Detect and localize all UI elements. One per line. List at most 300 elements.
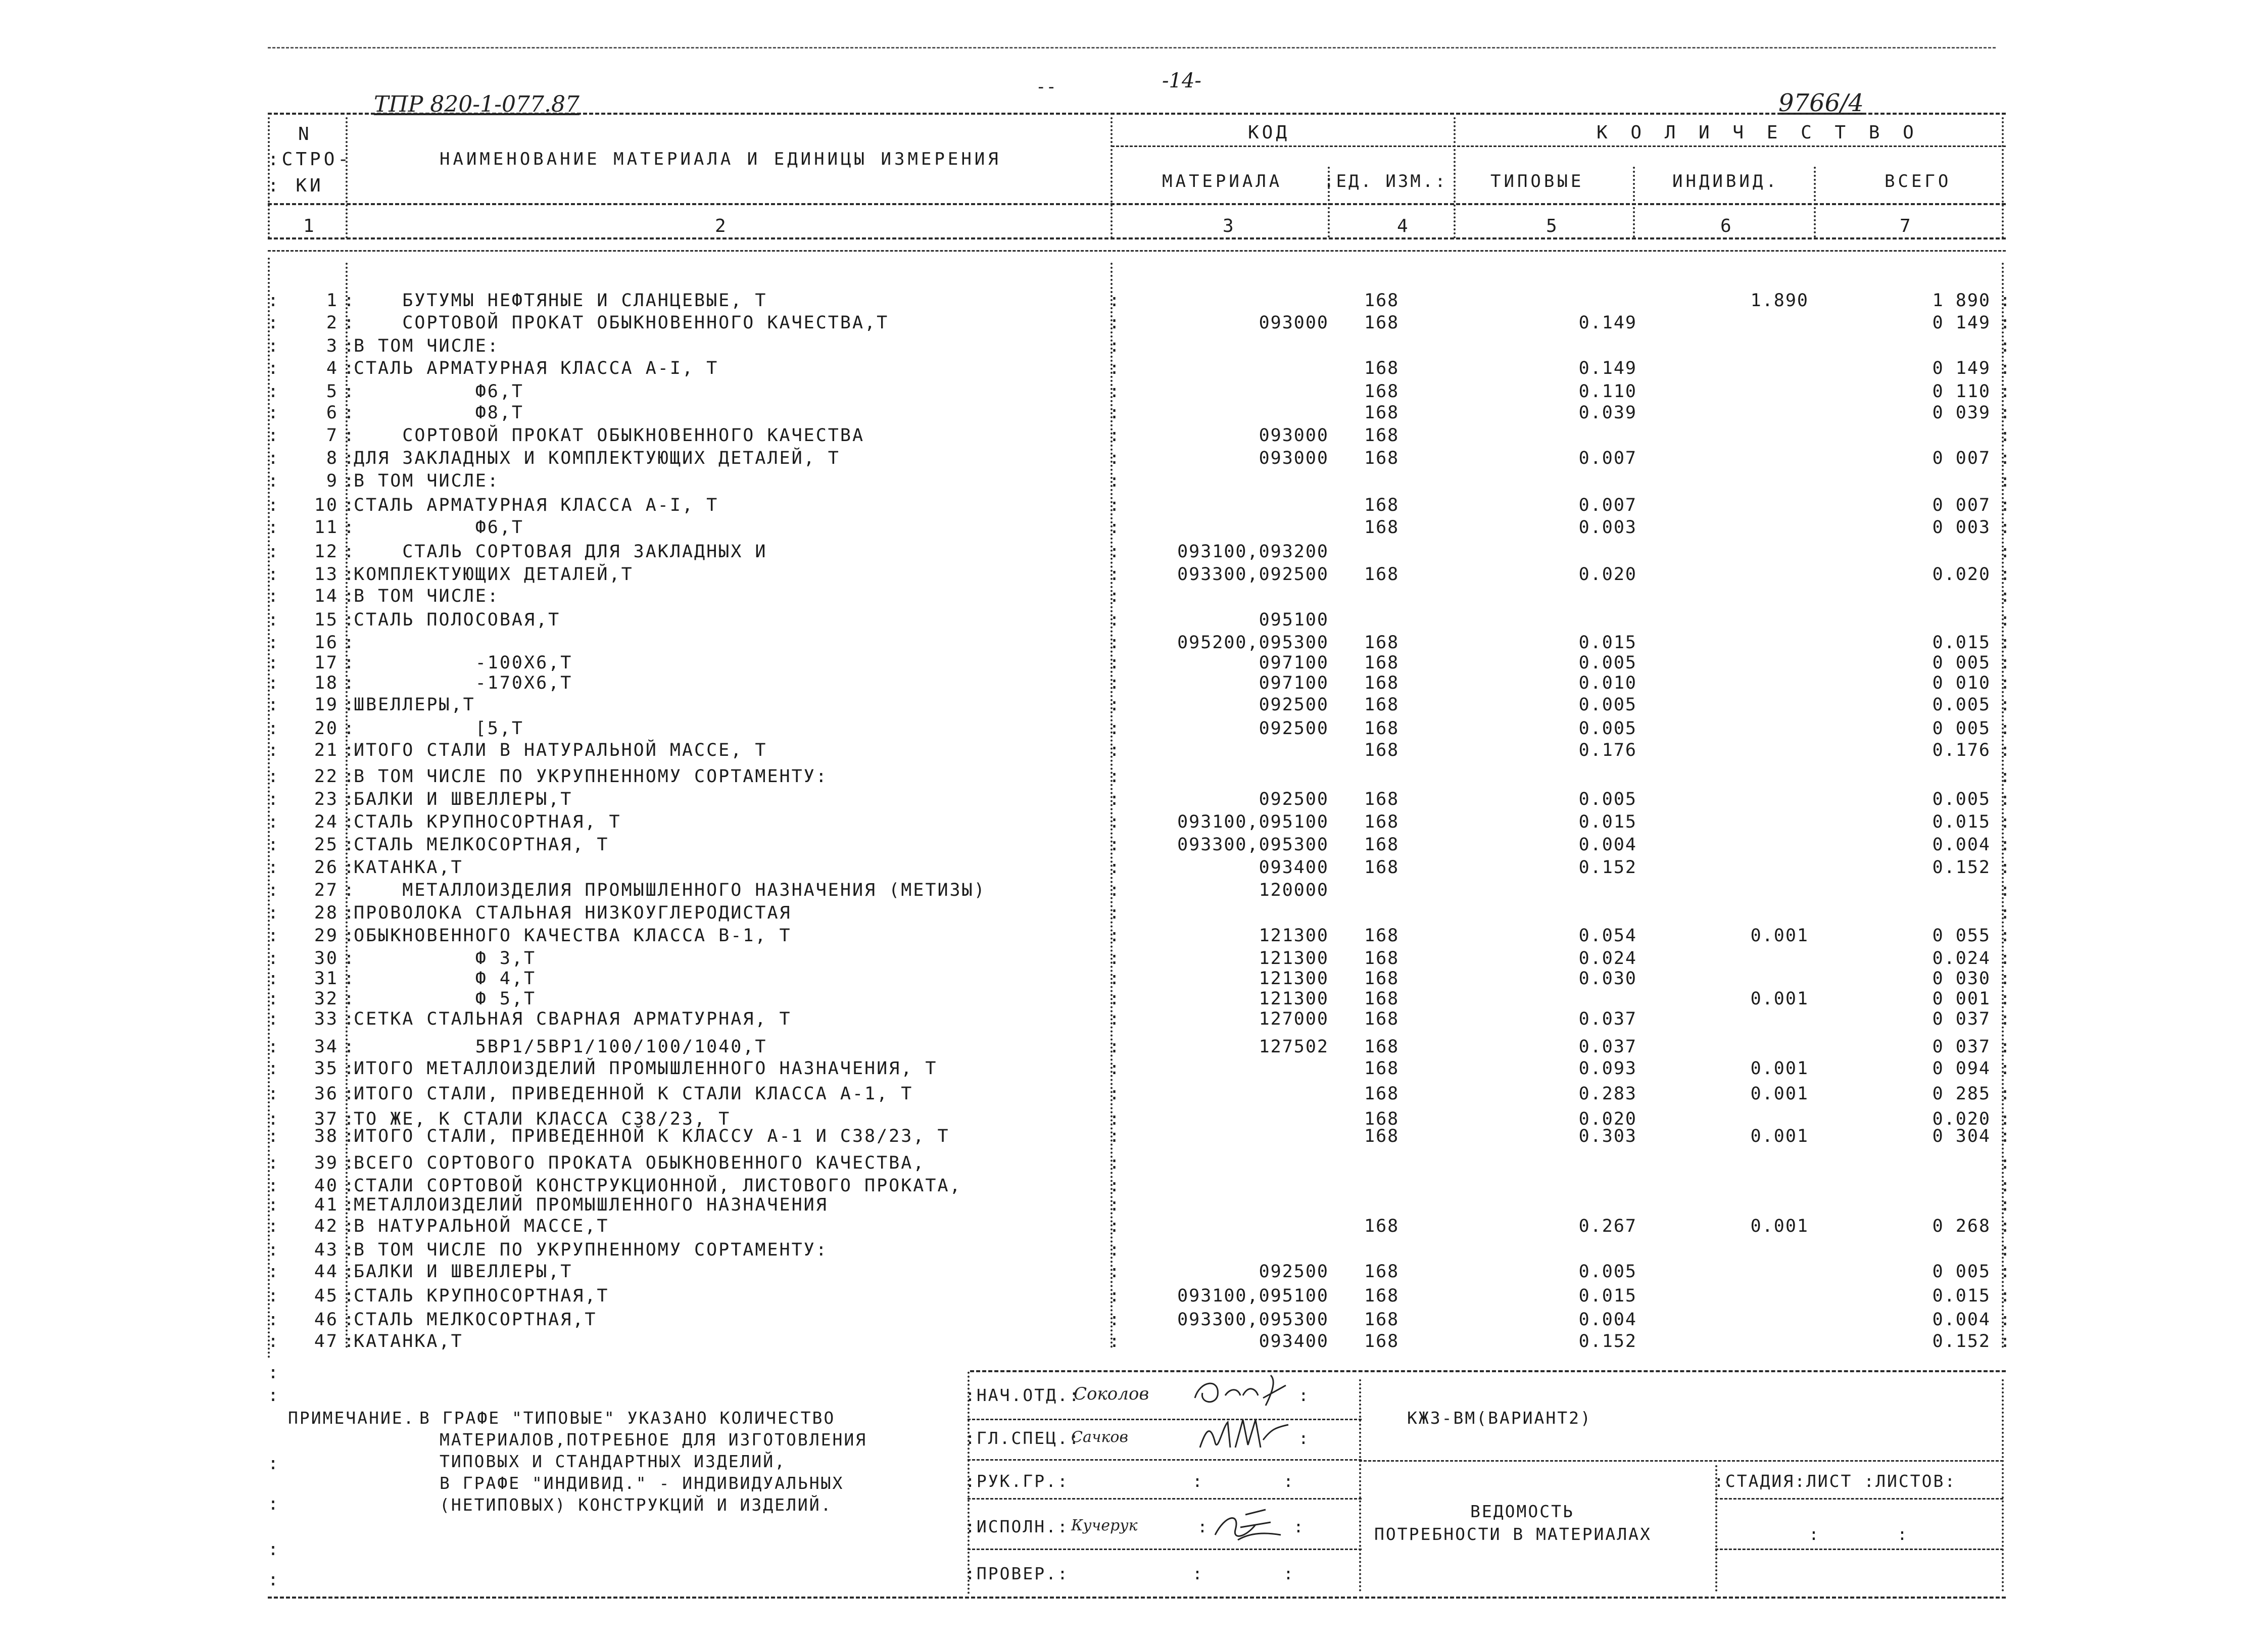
material-code: 095100	[1259, 610, 1329, 630]
stamp-stage-label: :СТАДИЯ:ЛИСТ :ЛИСТОВ:	[1714, 1471, 1957, 1491]
material-code: 092500	[1259, 718, 1329, 739]
row-number: 45	[314, 1286, 339, 1306]
qty-typical: 0.030	[1578, 969, 1637, 989]
material-name: СТАЛЬ МЕЛКОСОРТНАЯ, Т	[354, 835, 609, 855]
row-separator: :	[2000, 835, 2012, 855]
row-number: 42	[314, 1216, 339, 1236]
row-number: 36	[314, 1084, 339, 1104]
row-separator: :	[1109, 1331, 1122, 1352]
left-colon-n3: :	[268, 1454, 280, 1474]
row-separator: :	[268, 1009, 280, 1029]
row-separator: :	[1109, 969, 1122, 989]
row-separator: :	[2000, 336, 2012, 356]
row-separator: :	[344, 1262, 356, 1282]
header-name-label: НАИМЕНОВАНИЕ МАТЕРИАЛА И ЕДИНИЦЫ ИЗМЕРЕНИЯ	[440, 149, 1001, 169]
row-separator: :	[268, 610, 280, 630]
row-separator: :	[2000, 673, 2012, 693]
material-name: БАЛКИ И ШВЕЛЛЕРЫ,Т	[354, 1262, 573, 1282]
row-separator: :	[2000, 1262, 2012, 1282]
note-line-1: В ГРАФЕ "ТИПОВЫЕ" УКАЗАНО КОЛИЧЕСТВО	[419, 1408, 836, 1428]
material-name: МЕТАЛЛОИЗДЕЛИЙ ПРОМЫШЛЕННОГО НАЗНАЧЕНИЯ	[354, 1195, 828, 1215]
qty-typical: 0.005	[1578, 653, 1637, 673]
row-separator: :	[344, 336, 356, 356]
row-separator: :	[2000, 926, 2012, 946]
qty-individual: 0.001	[1750, 926, 1809, 946]
unit-code: 168	[1364, 495, 1400, 515]
row-separator: :	[344, 586, 356, 606]
row-number: 9	[326, 471, 339, 491]
row-number: 28	[314, 903, 339, 923]
qty-typical: 0.007	[1578, 448, 1637, 468]
header-unit-label: :ЕД. ИЗМ.:	[1324, 171, 1447, 191]
material-name: Ф 3,Т	[354, 948, 537, 969]
qty-total: 0.015	[1932, 812, 1991, 832]
row-separator: :	[268, 517, 280, 538]
row-number: 37	[314, 1109, 339, 1129]
row-separator: :	[344, 948, 356, 969]
row-number: 25	[314, 835, 339, 855]
header-material-label: МАТЕРИАЛА	[1162, 171, 1283, 191]
material-code: 093000	[1259, 425, 1329, 446]
row-separator: :	[1109, 313, 1122, 333]
row-separator: :	[344, 517, 356, 538]
row-separator: :	[268, 969, 280, 989]
unit-code: 168	[1364, 1058, 1400, 1079]
row-separator: :	[268, 1037, 280, 1057]
col-sep-2	[1111, 117, 1113, 238]
row-separator: :	[1109, 766, 1122, 787]
qty-total: 0.176	[1932, 740, 1991, 760]
stamp-rule-2	[968, 1459, 1362, 1461]
row-separator: :	[344, 1176, 356, 1196]
row-separator: :	[268, 291, 280, 311]
row-separator: :	[1109, 989, 1122, 1009]
row-separator: :	[2000, 291, 2012, 311]
colnum-1: 1	[303, 216, 317, 236]
unit-code: 168	[1364, 835, 1400, 855]
header-row-num-2: :СТРО-	[268, 149, 352, 170]
material-name: Ф6,Т	[354, 517, 524, 538]
signature-chief	[1190, 1370, 1296, 1411]
row-separator: :	[268, 1176, 280, 1196]
row-separator: :	[268, 425, 280, 446]
left-colon-n6: :	[268, 1570, 280, 1590]
qty-total: 0 005	[1932, 1262, 1991, 1282]
row-separator: :	[1109, 812, 1122, 832]
row-separator: :	[2000, 610, 2012, 630]
row-separator: :	[344, 673, 356, 693]
qty-total: 0 268	[1932, 1216, 1991, 1236]
material-name: ШВЕЛЛЕРЫ,Т	[354, 695, 475, 715]
material-name: 5ВР1/5ВР1/100/100/1040,Т	[354, 1037, 767, 1057]
row-separator: :	[1109, 564, 1122, 585]
stamp-rule-3	[968, 1498, 1362, 1500]
row-separator: :	[268, 1262, 280, 1282]
row-separator: :	[2000, 766, 2012, 787]
row-separator: :	[2000, 1037, 2012, 1057]
qty-total: 0.024	[1932, 948, 1991, 969]
material-name: -170Х6,Т	[354, 673, 573, 693]
material-code: 121300	[1259, 989, 1329, 1009]
row-separator: :	[1109, 425, 1122, 446]
header-code-label: КОД	[1248, 122, 1290, 143]
material-code: 093300,092500	[1177, 564, 1329, 585]
row-separator: :	[344, 1331, 356, 1352]
stamp-rule-1	[968, 1419, 1362, 1420]
row-separator: :	[1109, 381, 1122, 402]
unit-code: 168	[1364, 948, 1400, 969]
unit-code: 168	[1364, 1126, 1400, 1146]
row-separator: :	[2000, 403, 2012, 423]
row-separator: :	[344, 653, 356, 673]
row-separator: :	[268, 989, 280, 1009]
material-name: В ТОМ ЧИСЛЕ:	[354, 336, 500, 356]
unit-code: 168	[1364, 718, 1400, 739]
row-separator: :	[268, 633, 280, 653]
row-separator: :	[1109, 1240, 1122, 1260]
row-separator: :	[2000, 789, 2012, 809]
stamp-rule-7	[1715, 1549, 2003, 1550]
material-name: В ТОМ ЧИСЛЕ:	[354, 586, 500, 606]
qty-individual: 0.001	[1750, 1084, 1809, 1104]
qty-typical: 0.020	[1578, 564, 1637, 585]
qty-typical: 0.005	[1578, 718, 1637, 739]
row-number: 21	[314, 740, 339, 760]
qty-typical: 0.004	[1578, 1310, 1637, 1330]
qty-typical: 0.152	[1578, 857, 1637, 878]
qty-typical: 0.267	[1578, 1216, 1637, 1236]
row-separator: :	[1109, 1216, 1122, 1236]
qty-total: 0 007	[1932, 495, 1991, 515]
row-separator: :	[2000, 381, 2012, 402]
row-separator: :	[1109, 336, 1122, 356]
row-separator: :	[344, 495, 356, 515]
qty-total: 0 010	[1932, 673, 1991, 693]
row-separator: :	[344, 857, 356, 878]
row-separator: :	[268, 403, 280, 423]
row-number: 15	[314, 610, 339, 630]
row-separator: :	[1109, 740, 1122, 760]
qty-typical: 0.152	[1578, 1331, 1637, 1352]
unit-code: 168	[1364, 740, 1400, 760]
row-number: 40	[314, 1176, 339, 1196]
row-number: 27	[314, 880, 339, 900]
row-separator: :	[268, 1240, 280, 1260]
unit-code: 168	[1364, 448, 1400, 468]
unit-code: 168	[1364, 1084, 1400, 1104]
signature-executor	[1210, 1505, 1291, 1545]
row-number: 17	[314, 653, 339, 673]
stamp-colon-b2: :	[1897, 1524, 1909, 1544]
material-code: 127000	[1259, 1009, 1329, 1029]
row-number: 31	[314, 969, 339, 989]
row-number: 1	[326, 291, 339, 311]
row-separator: :	[1109, 1009, 1122, 1029]
row-separator: :	[2000, 1216, 2012, 1236]
material-name: ТО ЖЕ, К СТАЛИ КЛАССА С38/23, Т	[354, 1109, 731, 1129]
material-code: 092500	[1259, 1262, 1329, 1282]
colnum-3: 3	[1223, 216, 1237, 236]
unit-code: 168	[1364, 633, 1400, 653]
stamp-name-executor: Кучерук	[1071, 1517, 1138, 1534]
stamp-colon-a5: :	[1197, 1517, 1209, 1536]
row-separator: :	[268, 740, 280, 760]
left-colon-n2: :	[268, 1385, 280, 1406]
qty-typical: 0.037	[1578, 1009, 1637, 1029]
material-code: 121300	[1259, 969, 1329, 989]
material-name: Ф 5,Т	[354, 989, 537, 1009]
material-name: Ф6,Т	[354, 381, 524, 402]
row-separator: :	[344, 989, 356, 1009]
stamp-colon-a1: :	[1298, 1385, 1310, 1405]
unit-code: 168	[1364, 313, 1400, 333]
row-separator: :	[268, 1216, 280, 1236]
row-separator: :	[1109, 880, 1122, 900]
row-number: 4	[326, 358, 339, 378]
stamp-colon-a8: :	[1283, 1564, 1295, 1583]
row-separator: :	[268, 1310, 280, 1330]
note-line-2: МАТЕРИАЛОВ,ПОТРЕБНОЕ ДЛЯ ИЗГОТОВЛЕНИЯ	[440, 1430, 867, 1450]
row-separator: :	[344, 1286, 356, 1306]
material-code: 127502	[1259, 1037, 1329, 1057]
sheet-code: 9766/4	[1778, 89, 1864, 117]
row-separator: :	[2000, 1126, 2012, 1146]
row-separator: :	[1109, 1084, 1122, 1104]
row-separator: :	[268, 812, 280, 832]
row-separator: :	[268, 586, 280, 606]
row-separator: :	[344, 1195, 356, 1215]
stamp-role-executor: :ИСПОЛН.:	[965, 1517, 1069, 1536]
material-name: КОМПЛЕКТУЮЩИХ ДЕТАЛЕЙ,Т	[354, 564, 634, 585]
material-code: 093100,095100	[1177, 812, 1329, 832]
material-code: 092500	[1259, 789, 1329, 809]
row-separator: :	[268, 542, 280, 562]
qty-typical: 0.037	[1578, 1037, 1637, 1057]
qty-individual: 0.001	[1750, 1216, 1809, 1236]
qty-typical: 0.303	[1578, 1126, 1637, 1146]
row-separator: :	[344, 789, 356, 809]
qty-total: 0 005	[1932, 718, 1991, 739]
material-name: В ТОМ ЧИСЛЕ ПО УКРУПНЕННОМУ СОРТАМЕНТУ:	[354, 1240, 828, 1260]
material-code: 093100,093200	[1177, 542, 1329, 562]
header-individual-label: ИНДИВИД.	[1672, 171, 1779, 191]
row-separator: :	[2000, 1240, 2012, 1260]
row-separator: :	[1109, 471, 1122, 491]
qty-total: 0.005	[1932, 695, 1991, 715]
material-code: 097100	[1259, 653, 1329, 673]
qty-total: 0 110	[1932, 381, 1991, 402]
material-name: СТАЛЬ АРМАТУРНАЯ КЛАССА А-I, Т	[354, 495, 719, 515]
row-separator: :	[1109, 610, 1122, 630]
qty-total: 0 005	[1932, 653, 1991, 673]
stamp-name-chief: Соколов	[1074, 1384, 1149, 1404]
qty-typical: 0.176	[1578, 740, 1637, 760]
material-code: 093300,095300	[1177, 835, 1329, 855]
row-separator: :	[2000, 542, 2012, 562]
material-name: СТАЛЬ АРМАТУРНАЯ КЛАССА А-I, Т	[354, 358, 719, 378]
row-separator: :	[268, 880, 280, 900]
row-number: 29	[314, 926, 339, 946]
qty-typical: 0.024	[1578, 948, 1637, 969]
row-number: 8	[326, 448, 339, 468]
stamp-rule-5	[1359, 1460, 2003, 1462]
row-separator: :	[1109, 1058, 1122, 1079]
row-number: 39	[314, 1153, 339, 1173]
row-separator: :	[268, 766, 280, 787]
row-separator: :	[1109, 1109, 1122, 1129]
material-name: СТАЛИ СОРТОВОЙ КОНСТРУКЦИОННОЙ, ЛИСТОВОГО ПРОКАТА,	[354, 1176, 962, 1196]
stamp-colon-a4: :	[1283, 1471, 1295, 1491]
material-code: 093300,095300	[1177, 1310, 1329, 1330]
row-separator: :	[268, 495, 280, 515]
left-colon-n1: :	[268, 1363, 280, 1383]
row-separator: :	[344, 969, 356, 989]
row-separator: :	[1109, 1286, 1122, 1306]
material-code: 093000	[1259, 313, 1329, 333]
row-separator: :	[344, 766, 356, 787]
qty-typical: 0.110	[1578, 381, 1637, 402]
row-separator: :	[268, 903, 280, 923]
row-separator: :	[1109, 718, 1122, 739]
material-name: КАТАНКА,Т	[354, 1331, 463, 1352]
row-separator: :	[344, 1009, 356, 1029]
row-separator: :	[344, 313, 356, 333]
row-separator: :	[1109, 835, 1122, 855]
row-number: 16	[314, 633, 339, 653]
material-name: ОБЫКНОВЕННОГО КАЧЕСТВА КЛАССА В-1, Т	[354, 926, 792, 946]
row-separator: :	[268, 1109, 280, 1129]
stamp-colon-a7: :	[1192, 1564, 1204, 1583]
col-sep-5	[1633, 167, 1635, 237]
qty-typical: 0.005	[1578, 789, 1637, 809]
header-top-rule	[268, 113, 2006, 115]
row-separator: :	[344, 812, 356, 832]
qty-total: 0.020	[1932, 564, 1991, 585]
qty-total: 0 149	[1932, 313, 1991, 333]
row-separator: :	[268, 1153, 280, 1173]
qty-total: 0.015	[1932, 633, 1991, 653]
note-line-5: (НЕТИПОВЫХ) КОНСТРУКЦИЙ И ИЗДЕЛИЙ.	[440, 1495, 833, 1515]
row-separator: :	[1109, 789, 1122, 809]
unit-code: 168	[1364, 403, 1400, 423]
row-separator: :	[344, 1084, 356, 1104]
row-separator: :	[2000, 1331, 2012, 1352]
unit-code: 168	[1364, 926, 1400, 946]
material-name: БАЛКИ И ШВЕЛЛЕРЫ,Т	[354, 789, 573, 809]
stamp-colon-a6: :	[1293, 1517, 1305, 1536]
row-separator: :	[1109, 448, 1122, 468]
row-separator: :	[344, 291, 356, 311]
row-separator: :	[2000, 425, 2012, 446]
row-separator: :	[344, 1153, 356, 1173]
row-separator: :	[268, 718, 280, 739]
row-separator: :	[268, 471, 280, 491]
material-name: СТАЛЬ КРУПНОСОРТНАЯ,Т	[354, 1286, 609, 1306]
row-number: 12	[314, 542, 339, 562]
row-separator: :	[268, 948, 280, 969]
stamp-role-checker: :ПРОВЕР.:	[965, 1564, 1069, 1583]
material-name: ДЛЯ ЗАКЛАДНЫХ И КОМПЛЕКТУЮЩИХ ДЕТАЛЕЙ, Т	[354, 448, 840, 468]
material-name: СОРТОВОЙ ПРОКАТ ОБЫКНОВЕННОГО КАЧЕСТВА,Т	[354, 313, 889, 333]
row-number: 47	[314, 1331, 339, 1352]
row-separator: :	[268, 564, 280, 585]
row-separator: :	[1109, 586, 1122, 606]
row-separator: :	[2000, 969, 2012, 989]
row-separator: :	[344, 903, 356, 923]
row-separator: :	[1109, 495, 1122, 515]
row-separator: :	[344, 1240, 356, 1260]
row-number: 22	[314, 766, 339, 787]
row-separator: :	[344, 1037, 356, 1057]
row-number: 33	[314, 1009, 339, 1029]
col-sep-right	[2002, 117, 2004, 238]
row-separator: :	[344, 425, 356, 446]
qty-individual: 0.001	[1750, 989, 1809, 1009]
qty-typical: 0.149	[1578, 358, 1637, 378]
row-separator: :	[344, 1058, 356, 1079]
material-name: [5,Т	[354, 718, 524, 739]
qty-total: 0.005	[1932, 789, 1991, 809]
row-number: 43	[314, 1240, 339, 1260]
row-number: 44	[314, 1262, 339, 1282]
colnum-bottom-rule	[268, 237, 2006, 239]
unit-code: 168	[1364, 812, 1400, 832]
stamp-colon-a2: :	[1298, 1428, 1310, 1448]
unit-code: 168	[1364, 1331, 1400, 1352]
page-mark: --	[1036, 77, 1056, 97]
row-number: 46	[314, 1310, 339, 1330]
unit-code: 168	[1364, 969, 1400, 989]
stamp-title-line-1: ВЕДОМОСТЬ	[1470, 1502, 1574, 1521]
row-separator: :	[2000, 857, 2012, 878]
row-number: 6	[326, 403, 339, 423]
stamp-project-code: КЖЗ-ВМ(ВАРИАНТ2)	[1407, 1408, 1592, 1428]
row-separator: :	[268, 695, 280, 715]
row-separator: :	[2000, 812, 2012, 832]
row-separator: :	[2000, 880, 2012, 900]
row-separator: :	[268, 358, 280, 378]
note-line-4: В ГРАФЕ "ИНДИВИД." - ИНДИВИДУАЛЬНЫХ	[440, 1473, 844, 1493]
material-code: 093000	[1259, 448, 1329, 468]
row-separator: :	[2000, 1310, 2012, 1330]
qty-total: 0.004	[1932, 1310, 1991, 1330]
row-separator: :	[1109, 291, 1122, 311]
row-separator: :	[2000, 1009, 2012, 1029]
row-separator: :	[1109, 948, 1122, 969]
row-number: 24	[314, 812, 339, 832]
unit-code: 168	[1364, 358, 1400, 378]
row-separator: :	[1109, 403, 1122, 423]
note-label: ПРИМЕЧАНИЕ.	[288, 1408, 415, 1428]
qty-total: 0.020	[1932, 1109, 1991, 1129]
row-separator: :	[344, 564, 356, 585]
stamp-role-group-head: :РУК.ГР.:	[965, 1471, 1069, 1491]
colnum-5: 5	[1546, 216, 1560, 236]
qty-total: 0 055	[1932, 926, 1991, 946]
row-separator: :	[268, 857, 280, 878]
row-number: 5	[326, 381, 339, 402]
row-separator: :	[2000, 718, 2012, 739]
qty-total: 0.004	[1932, 835, 1991, 855]
row-separator: :	[344, 1109, 356, 1129]
qty-total: 0 030	[1932, 969, 1991, 989]
unit-code: 168	[1364, 1286, 1400, 1306]
colnum-4: 4	[1397, 216, 1411, 236]
material-code: 093400	[1259, 857, 1329, 878]
qty-total: 0 001	[1932, 989, 1991, 1009]
row-separator: :	[1109, 695, 1122, 715]
qty-typical: 0.007	[1578, 495, 1637, 515]
